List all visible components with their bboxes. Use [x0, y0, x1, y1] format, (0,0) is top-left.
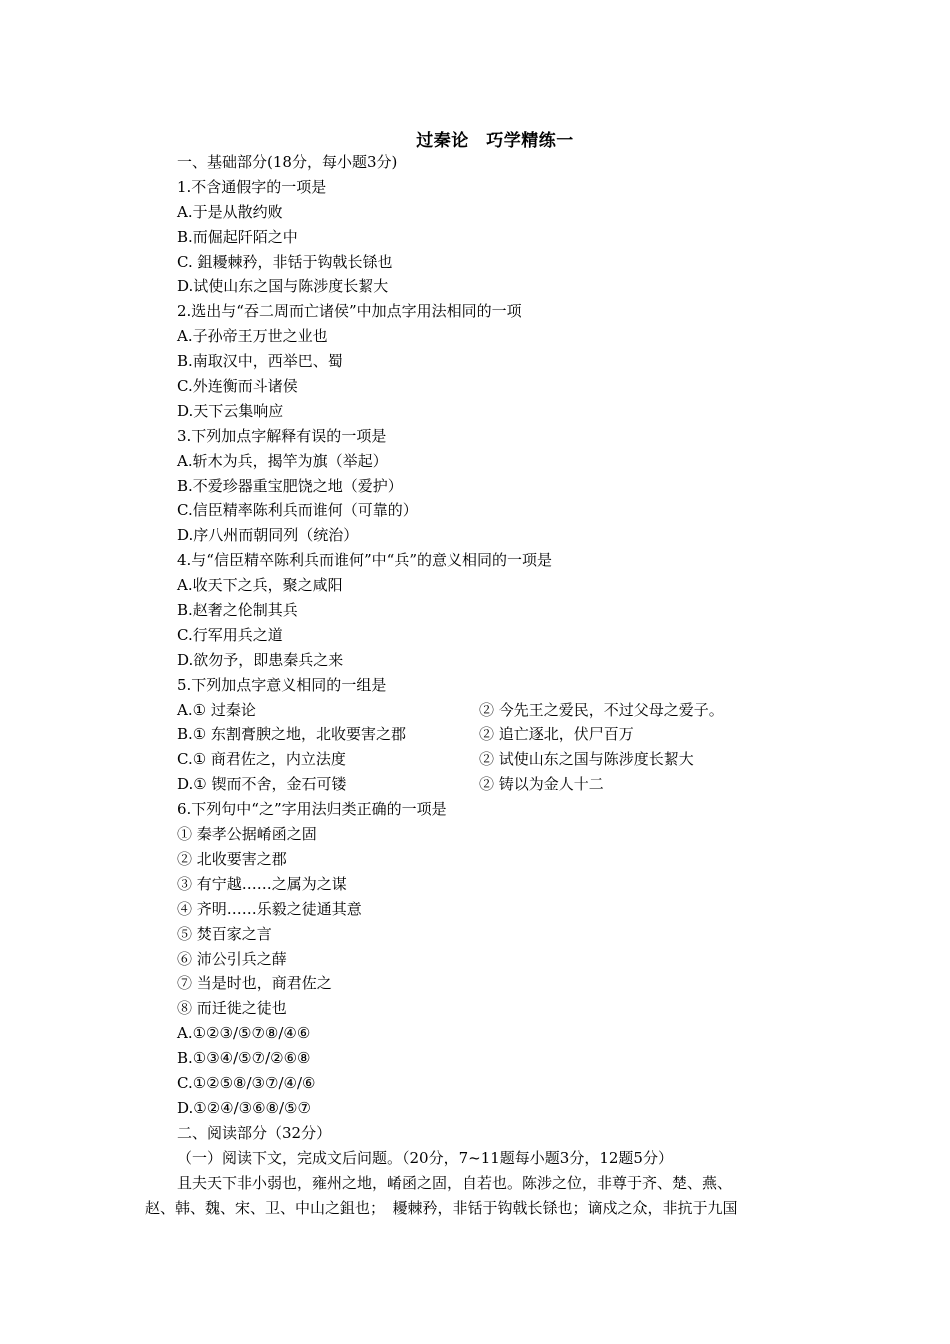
option: B.南取汉中，西举巴、蜀 — [177, 352, 343, 371]
option: D.序八州而朝同列（统治） — [177, 526, 359, 545]
section-heading: 二、阅读部分（32分） — [177, 1123, 332, 1142]
list-item: ⑤ 焚百家之言 — [177, 924, 272, 943]
option: A.收天下之兵，聚之咸阳 — [177, 576, 343, 595]
option: D.①②④/③⑥⑧/⑤⑦ — [177, 1098, 311, 1117]
option: A.斩木为兵，揭竿为旗（举起） — [177, 451, 388, 470]
passage-line: 且夫天下非小弱也，雍州之地，崤函之固，自若也。陈涉之位，非尊于齐、楚、燕、 — [177, 1174, 733, 1192]
option: A.于是从散约败 — [177, 202, 283, 221]
question-stem: 4.与“信臣精卒陈利兵而谁何”中“兵”的意义相同的一项是 — [177, 551, 552, 570]
option-pair — [177, 747, 817, 772]
option: C.信臣精率陈利兵而谁何（可靠的） — [177, 501, 418, 520]
option-pair — [177, 772, 817, 797]
option: D.试使山东之国与陈涉度长絜大 — [177, 277, 389, 296]
section-heading: 一、基础部分(18分，每小题3分) — [177, 153, 398, 171]
question-stem: 1.不含通假字的一项是 — [177, 177, 327, 196]
option: B.而倔起阡陌之中 — [177, 227, 298, 246]
list-item: ⑦ 当是时也，商君佐之 — [177, 974, 332, 993]
option: A.子孙帝王万世之业也 — [177, 327, 328, 346]
option: A.①②③/⑤⑦⑧/④⑥ — [177, 1024, 311, 1043]
option: B.赵奢之伦制其兵 — [177, 601, 298, 620]
list-item: ④ 齐明……乐毅之徒通其意 — [177, 899, 362, 918]
option: D.天下云集响应 — [177, 401, 284, 420]
list-item: ⑥ 沛公引兵之薛 — [177, 949, 287, 968]
list-item: ⑧ 而迁徙之徒也 — [177, 999, 287, 1018]
question-stem: 5.下列加点字意义相同的一组是 — [177, 675, 387, 694]
option: B.不爱珍器重宝肥饶之地（爱护） — [177, 476, 403, 495]
option: C.行军用兵之道 — [177, 625, 283, 644]
option-part-2: ② 今先王之爱民，不过父母之爱子。 — [479, 700, 724, 719]
option: B.①③④/⑤⑦/②⑥⑧ — [177, 1049, 311, 1068]
option-part-2: ② 铸以为金人十二 — [479, 775, 604, 794]
option: C.外连衡而斗诸侯 — [177, 377, 298, 396]
option-pair — [177, 698, 817, 723]
option-part-1: C.① 商君佐之，内立法度 — [177, 750, 346, 769]
page-title: 过秦论 巧学精练一 — [416, 131, 574, 151]
question-stem: 6.下列句中“之”字用法归类正确的一项是 — [177, 800, 447, 819]
option-part-1: A.① 过秦论 — [177, 700, 256, 719]
subsection-heading: （一）阅读下文，完成文后问题。（20分，7~11题每小题3分，12题5分） — [177, 1148, 673, 1167]
question-stem: 3.下列加点字解释有误的一项是 — [177, 426, 387, 445]
option: C.①②⑤⑧/③⑦/④/⑥ — [177, 1073, 316, 1092]
list-item: ① 秦孝公据崤函之固 — [177, 825, 317, 844]
option-part-2: ② 追亡逐北，伏尸百万 — [479, 725, 634, 744]
list-item: ③ 有宁越……之属为之谋 — [177, 874, 347, 893]
question-stem: 2.选出与“吞二周而亡诸侯”中加点字用法相同的一项 — [177, 302, 522, 321]
option: C. 鉏耰棘矜，非铦于钩戟长铩也 — [177, 252, 393, 271]
option-part-1: D.① 锲而不舍，金石可镂 — [177, 775, 347, 794]
passage — [145, 1171, 810, 1221]
section-basic — [177, 150, 817, 1171]
option: D.欲勿予，即患秦兵之来 — [177, 650, 344, 669]
option-pair — [177, 722, 817, 747]
passage-line: 赵、韩、魏、宋、卫、中山之鉏也； 耰棘矜，非铦于钩戟长铩也；谪戍之众，非抗于九国 — [145, 1199, 738, 1217]
option-part-2: ② 试使山东之国与陈涉度长絜大 — [479, 750, 694, 769]
list-item: ② 北收要害之郡 — [177, 849, 287, 868]
option-part-1: B.① 东割膏腴之地，北收要害之郡 — [177, 725, 407, 744]
